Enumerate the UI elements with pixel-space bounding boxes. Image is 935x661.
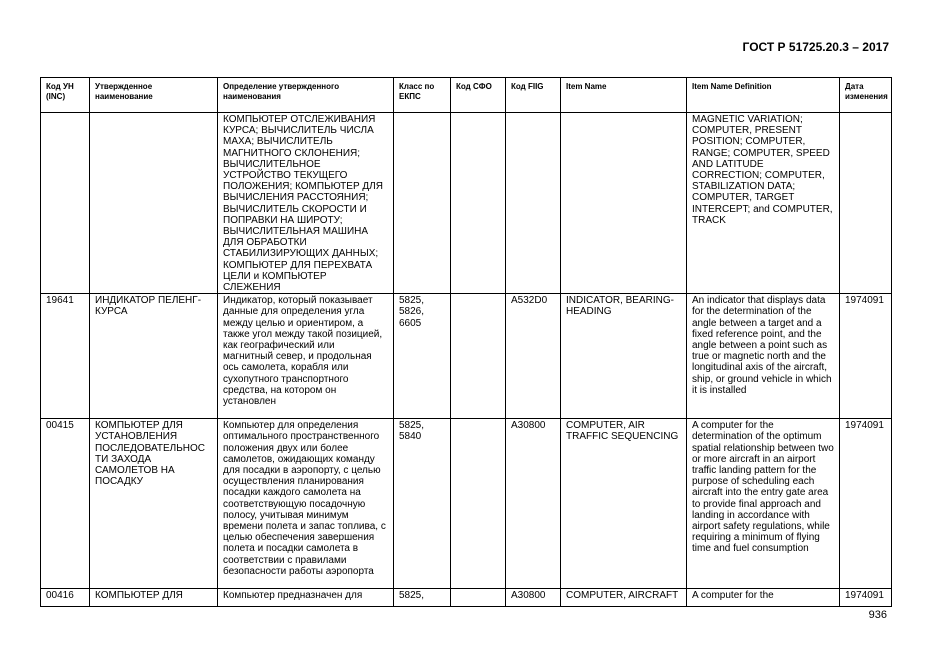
header-code-un: Код УН (INC): [41, 78, 90, 113]
cell-name: [90, 113, 218, 294]
cell-item-name: [561, 113, 687, 294]
page-number: 936: [868, 609, 887, 621]
cell-definition: КОМПЬЮТЕР ОТСЛЕЖИВАНИЯ КУРСА; ВЫЧИСЛИТЕЛЬ ЧИСЛА МАХА; ВЫЧИСЛИТЕЛЬ МАГНИТНОГО СКЛОНЕНИЯ; ВЫЧИСЛИТЕЛЬНОЕ УСТРОЙСТВО ТЕКУЩЕГО ПОЛОЖЕНИЯ; КОМПЬЮТЕР ДЛЯ ВЫЧИСЛЕНИЯ РАССТОЯНИЯ; ВЫЧИСЛИТЕЛЬ СКОРОСТИ И ПОПРАВКИ НА ШИРОТУ; ВЫЧИСЛИТЕЛЬНАЯ МАШИНА ДЛЯ ОБРАБОТКИ СТАБИЛИЗИРУЮЩИХ ДАННЫХ; КОМПЬЮТЕР ДЛЯ ПЕРЕХВАТА ЦЕЛИ и КОМПЬЮТЕР СЛЕЖЕНИЯ: [218, 113, 394, 294]
cell-item-definition: A computer for the determination of the optimum spatial relationship between two or more aircraft in an airport traffic landing pattern for the purpose of scheduling each aircraft into the entry gate area to provide final approach and landing in accordance with airport safety regulations, while requiring a minimum of flying time and fuel consumption: [687, 419, 840, 589]
cell-code: 00416: [41, 589, 90, 607]
cell-item-definition: An indicator that displays data for the determination of the angle between a target and a fixed reference point, and the angle between a point such as true or magnetic north and the longitudinal axis of the aircraft, ship, or ground vehicle in which it is installed: [687, 294, 840, 419]
header-approved-definition: Определение утвержденного наименования: [218, 78, 394, 113]
cell-sfo: [451, 419, 506, 589]
cell-date: 1974091: [840, 589, 892, 607]
header-sfo-code: Код СФО: [451, 78, 506, 113]
cell-fiig: [506, 113, 561, 294]
header-item-name: Item Name: [561, 78, 687, 113]
cell-fiig: A532D0: [506, 294, 561, 419]
header-approved-name: Утвержденное наименование: [90, 78, 218, 113]
cell-sfo: [451, 294, 506, 419]
cell-ekps: [394, 113, 451, 294]
cell-sfo: [451, 589, 506, 607]
cell-name: КОМПЬЮТЕР ДЛЯ УСТАНОВЛЕНИЯ ПОСЛЕДОВАТЕЛЬНОС ТИ ЗАХОДА САМОЛЕТОВ НА ПОСАДКУ: [90, 419, 218, 589]
cell-item-definition: A computer for the: [687, 589, 840, 607]
cell-sfo: [451, 113, 506, 294]
cell-date: [840, 113, 892, 294]
table-row: [41, 589, 892, 607]
header-ekps-class: Класс по ЕКПС: [394, 78, 451, 113]
header-row: [41, 78, 892, 113]
cell-ekps: 5825, 5826, 6605: [394, 294, 451, 419]
cell-name: КОМПЬЮТЕР ДЛЯ: [90, 589, 218, 607]
cell-fiig: A30800: [506, 419, 561, 589]
cell-date: 1974091: [840, 419, 892, 589]
table-row: [41, 294, 892, 419]
cell-definition: Компьютер предназначен для: [218, 589, 394, 607]
header-fiig-code: Код FIIG: [506, 78, 561, 113]
document-title: ГОСТ Р 51725.20.3 – 2017: [742, 40, 889, 54]
cell-item-definition: MAGNETIC VARIATION; COMPUTER, PRESENT POSITION; COMPUTER, RANGE; COMPUTER, SPEED AND LATITUDE CORRECTION; COMPUTER, STABILIZATION DATA; COMPUTER, TARGET INTERCEPT; and COMPUTER, TRACK: [687, 113, 840, 294]
cell-ekps: 5825, 5840: [394, 419, 451, 589]
cell-code: 19641: [41, 294, 90, 419]
cell-fiig: A30800: [506, 589, 561, 607]
cell-code: 00415: [41, 419, 90, 589]
cell-definition: Компьютер для определения оптимального пространственного положения двух или более самолетов, ожидающих команду для посадки в аэропорту, с целью осуществления планирования посадки каждого самолета на соответствующую посадочную полосу, учитывая минимум времени полета и запас топлива, с целью обеспечения завершения полета и посадки самолета в соответствии с правилами безопасности работы аэропорта: [218, 419, 394, 589]
table-row: [41, 419, 892, 589]
cell-code: [41, 113, 90, 294]
gost-table: [40, 77, 892, 607]
header-change-date: Дата изменения: [840, 78, 892, 113]
cell-item-name: COMPUTER, AIR TRAFFIC SEQUENCING: [561, 419, 687, 589]
table-row: [41, 113, 892, 294]
cell-item-name: COMPUTER, AIRCRAFT: [561, 589, 687, 607]
cell-name: ИНДИКАТОР ПЕЛЕНГ- КУРСА: [90, 294, 218, 419]
cell-item-name: INDICATOR, BEARING- HEADING: [561, 294, 687, 419]
header-item-name-definition: Item Name Definition: [687, 78, 840, 113]
cell-date: 1974091: [840, 294, 892, 419]
cell-definition: Индикатор, который показывает данные для определения угла между целью и ориентиром, а также угол между такой позицией, как географический или магнитный север, и продольная ось самолета, корабля или сухопутного транспортного средства, на котором он установлен: [218, 294, 394, 419]
cell-ekps: 5825,: [394, 589, 451, 607]
